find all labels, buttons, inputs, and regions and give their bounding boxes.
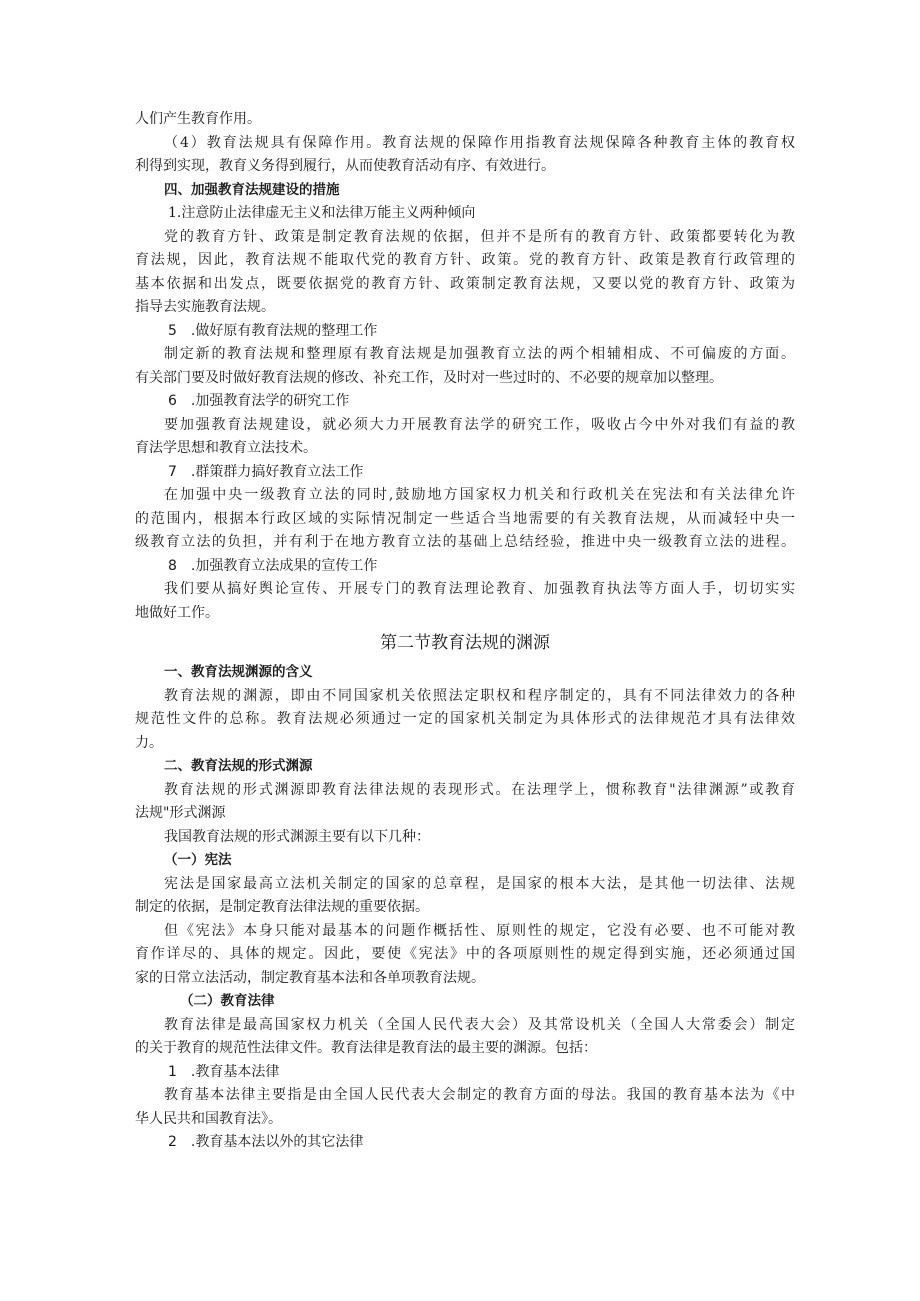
paragraph-line: 育作详尽的、具体的规定。因此，要使《宪法》中的各项原则性的规定得到实施，还必须通过国 — [135, 946, 795, 962]
subheading: 5 .做好原有教育法规的整理工作 — [168, 322, 378, 339]
paragraph-line: 制定新的教育法规和整理原有教育法规是加强教育立法的两个相辅相成、不可偏废的方面。 — [164, 346, 795, 362]
paragraph-line: 的关于教育的规范性法律文件。教育法律是教育法的最主要的渊源。包括： — [135, 1040, 597, 1056]
paragraph-line: 力。 — [135, 734, 163, 751]
paragraph-line: 家的日常立法活动，制定教育基本法和各单项教育法规。 — [135, 969, 485, 986]
paragraph-line: 基本依据和出发点，既要依据党的教育方针、政策制定教育法规，又要以党的教育方针、政策为 — [135, 275, 795, 292]
paragraph-line: 制定的依据，是制定教育法律法规的重要依据。 — [135, 899, 429, 915]
subheading: 7 .群策群力搞好教育立法工作 — [168, 463, 364, 480]
paragraph-line: 有关部门要及时做好教育法规的修改、补充工作，及时对一些过时的、不必要的规章加以整理。 — [135, 369, 723, 386]
paragraph-line: 法规"形式渊源 — [135, 805, 226, 821]
section-heading: 二、教育法规的形式渊源 — [164, 758, 313, 774]
paragraph-line: 育法规，因此，教育法规不能取代党的教育方针、政策。党的教育方针、政策是教育行政管理的 — [135, 252, 795, 268]
subheading: 2 .教育基本法以外的其它法律 — [168, 1134, 364, 1150]
subsection-heading: （一）宪法 — [164, 852, 232, 868]
paragraph-line: 我国教育法规的形式渊源主要有以下几种： — [164, 828, 430, 845]
subheading: 1.注意防止法律虚无主义和法律万能主义两种倾向 — [168, 205, 476, 221]
paragraph-line: 教育基本法律主要指是由全国人民代表大会制定的教育方面的母法。我国的教育基本法为《中 — [164, 1087, 795, 1103]
paragraph-line: 教育法规的渊源，即由不同国家机关依照法定职权和程序制定的，具有不同法律效力的各种 — [164, 687, 795, 704]
paragraph-line: 利得到实现，教育义务得到履行，从而使教育活动有序、有效进行。 — [135, 158, 555, 174]
paragraph-line: 级教育立法的负担，并有利于在地方教育立法的基础上总结经验，推进中央一级教育立法的进程。 — [135, 534, 795, 550]
paragraph-line: 规范性文件的总称。教育法规必须通过一定的国家机关制定为具体形式的法律规范才具有法律效 — [135, 711, 795, 727]
paragraph-line: 教育法规的形式渊源即教育法律法规的表现形式。在法理学上，惯称教育"法律渊源”或教育 — [164, 781, 795, 798]
paragraph-line: 指导去实施教育法规。 — [135, 299, 275, 315]
paragraph-line: 华人民共和国教育法》。 — [135, 1110, 282, 1127]
section-heading: 四、加强教育法规建设的措施 — [164, 181, 340, 198]
paragraph-line: 人们产生教育作用。 — [135, 111, 261, 127]
paragraph-line: 要加强教育法规建设，就必须大力开展教育法学的研究工作，吸收占今中外对我们有益的教 — [164, 416, 795, 433]
paragraph-line: 的范围内，根据本行政区域的实际情况制定一些适合当地需要的有关教育法规，从而减轻中央一 — [135, 510, 795, 527]
paragraph-line: 宪法是国家最高立法机关制定的国家的总章程，是国家的根本大法，是其他一切法律、法规 — [164, 875, 795, 892]
subheading: 6 .加强教育法学的研究工作 — [168, 393, 350, 409]
section-title: 第二节教育法规的渊源 — [380, 633, 550, 653]
paragraph-line: 党的教育方针、政策是制定教育法规的依据，但并不是所有的教育方针、政策都要转化为教 — [164, 228, 795, 245]
paragraph-line: 我们要从搞好舆论宣传、开展专门的教育法理论教育、加强教育执法等方面人手，切切实实 — [164, 581, 795, 597]
paragraph-line: 教育法律是最高国家权力机关（全国人民代表大会）及其常设机关（全国人大常委会）制定 — [164, 1016, 795, 1033]
section-heading: 一、教育法规渊源的含义 — [164, 664, 313, 680]
subheading: 8 .加强教育立法成果的宣传工作 — [168, 557, 378, 574]
paragraph-line: 但《宪法》本身只能对最基本的问题作概括性、原则性的规定，它没有必要、也不可能对教 — [164, 922, 795, 939]
paragraph-line: 育法学思想和教育立法技术。 — [135, 440, 317, 456]
paragraph-line: 地做好工作。 — [135, 604, 219, 621]
paragraph-line: （4）教育法规具有保障作用。教育法规的保障作用指教育法规保障各种教育主体的教育权 — [164, 134, 795, 151]
subsection-heading: （二）教育法律 — [180, 993, 275, 1009]
paragraph-line: 在加强中央一级教育立法的同时,鼓励地方国家权力机关和行政机关在宪法和有关法律允许 — [164, 487, 795, 503]
document-page — [135, 108, 795, 1155]
subheading: 1 .教育基本法律 — [168, 1063, 280, 1080]
